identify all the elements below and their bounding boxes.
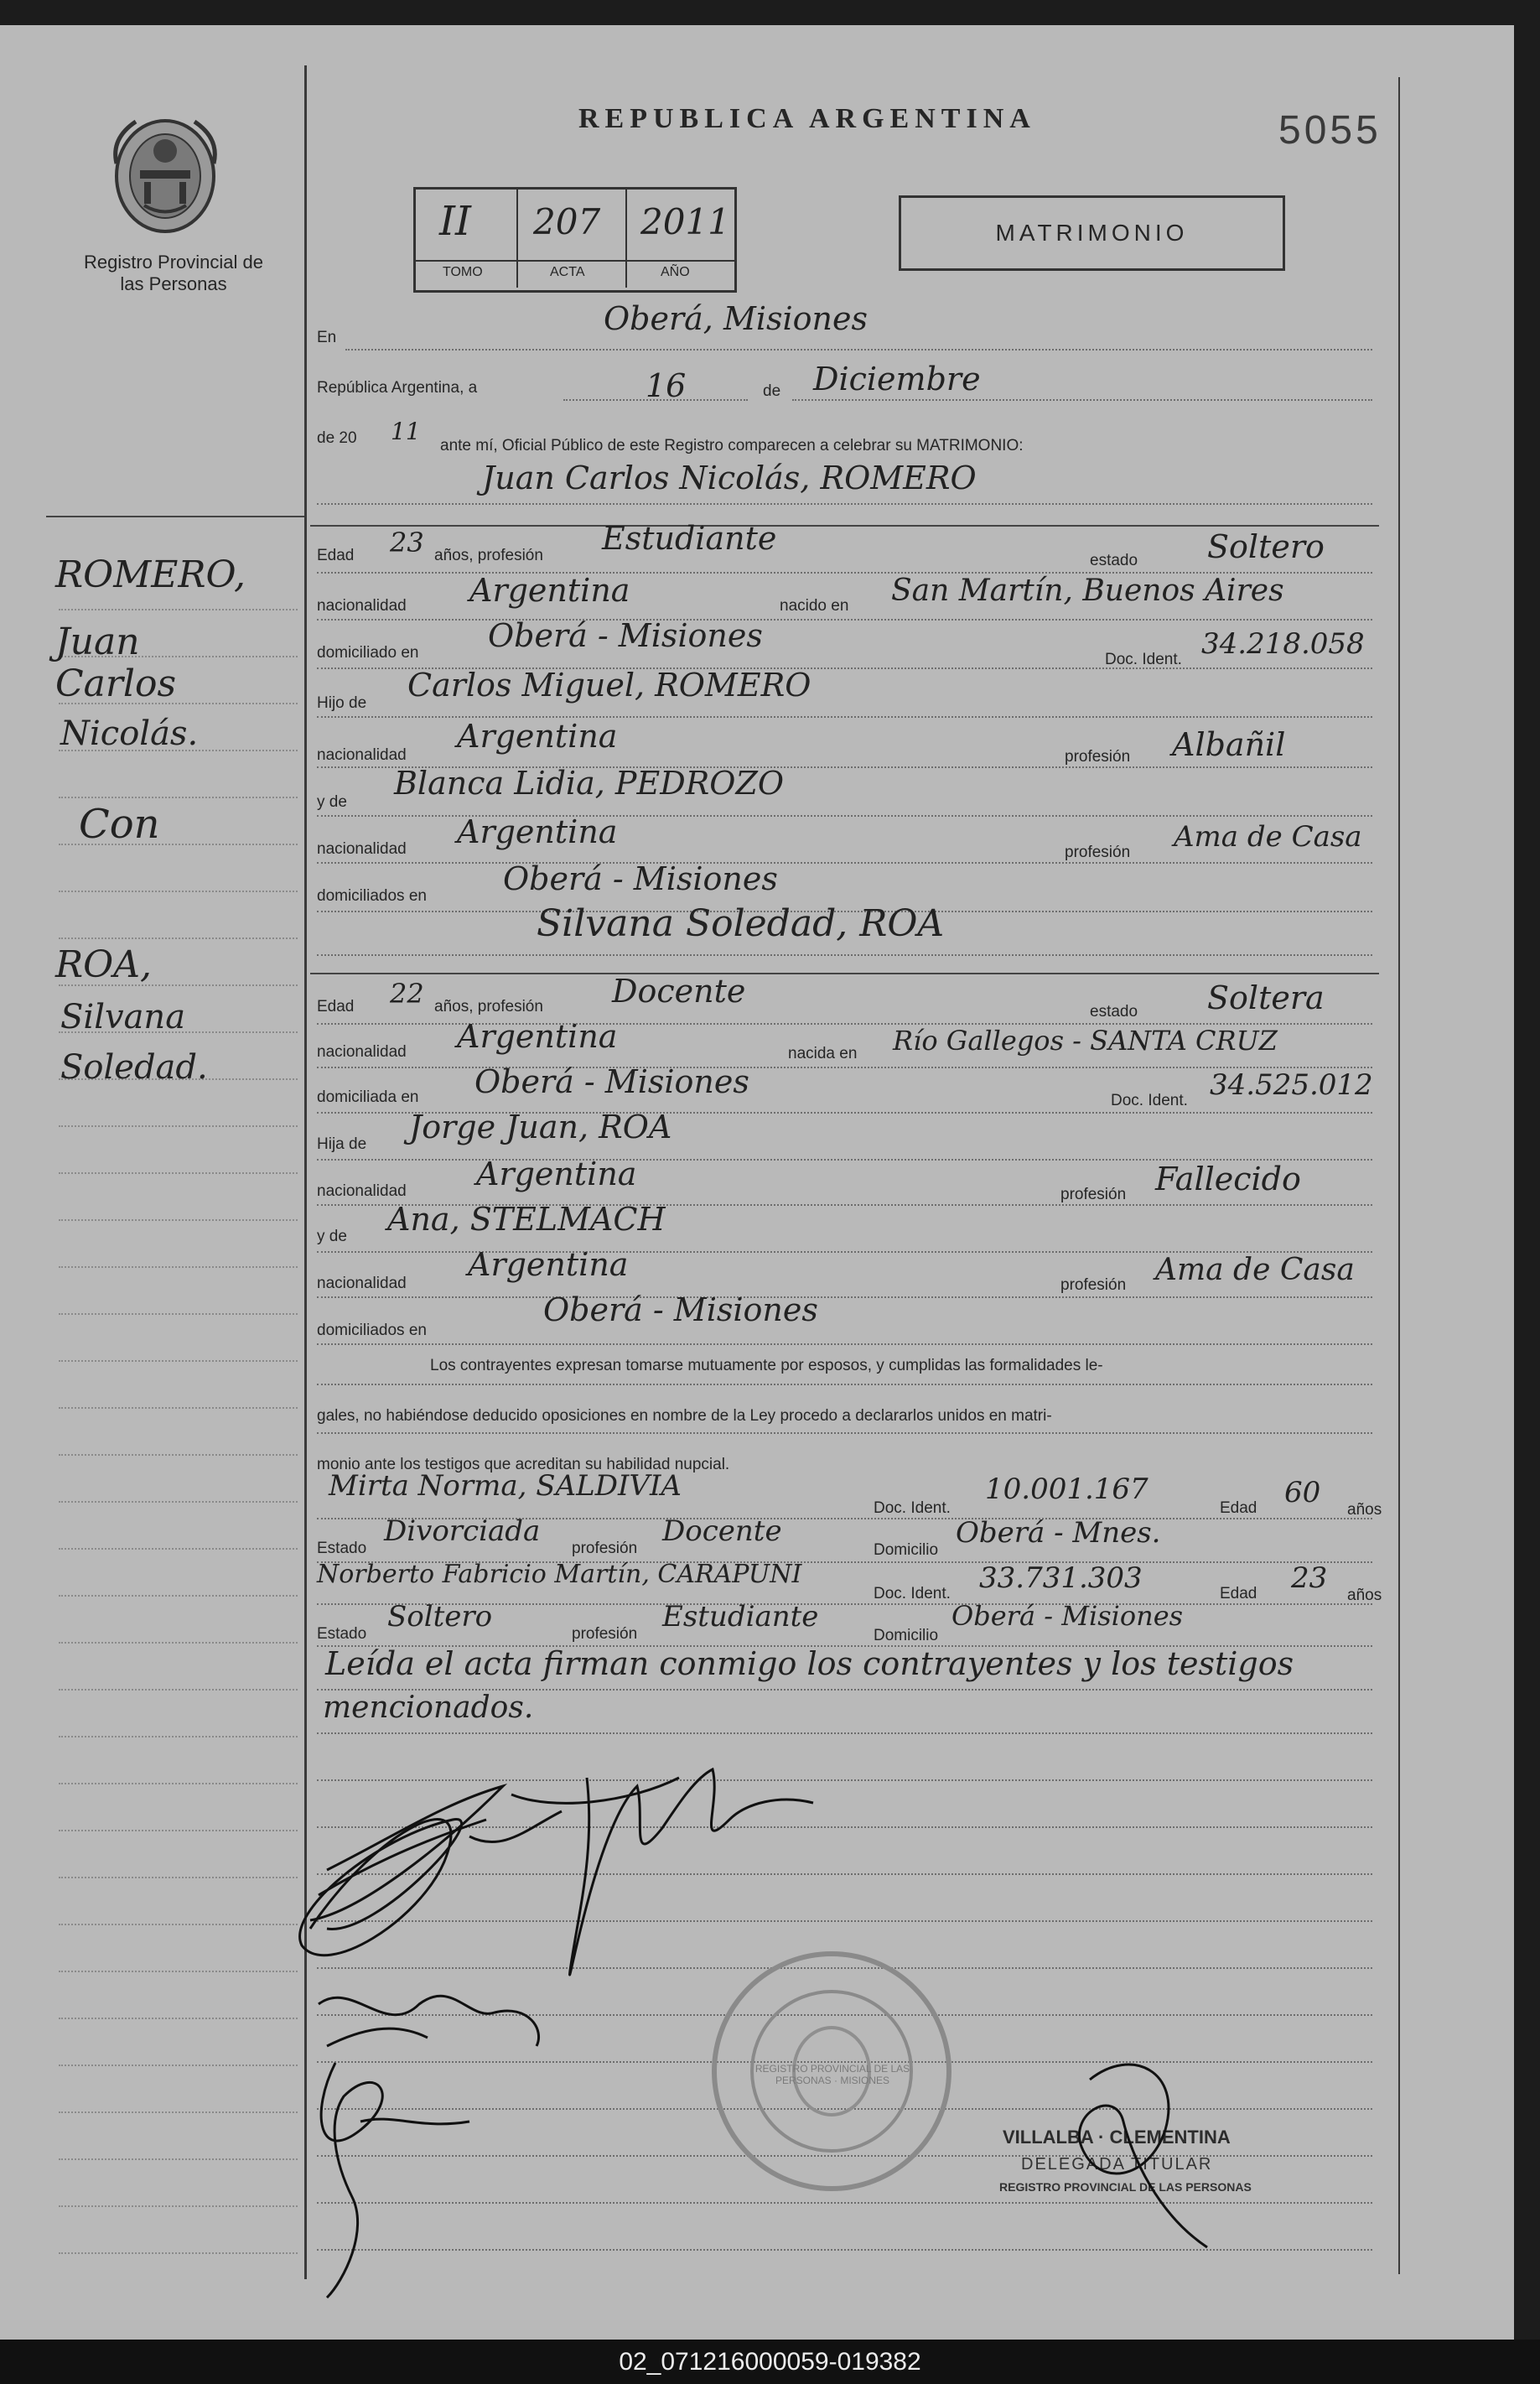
witness-2-doc-label: Doc. Ident.	[874, 1585, 951, 1602]
tomo-acta-ano-box	[413, 187, 737, 293]
groom-nationality-label: nacionalidad	[317, 597, 407, 615]
stamp-text: REGISTRO PROVINCIAL DE LAS PERSONAS · MISIONES	[754, 2063, 910, 2086]
witness-1-estado: Divorciada	[384, 1514, 541, 1548]
witness-1-profession: Docente	[662, 1514, 782, 1548]
groom-mother-nationality-label: nacionalidad	[317, 840, 407, 858]
groom-born-label: nacido en	[780, 597, 849, 615]
closing-note-line-2: mencionados.	[323, 1691, 534, 1725]
groom-edad-label: Edad	[317, 547, 355, 564]
marriage-day: 16	[646, 367, 687, 404]
groom-doc-label: Doc. Ident.	[1105, 651, 1182, 668]
bride-estado: Soltera	[1207, 979, 1325, 1016]
bride-nationality-label: nacionalidad	[317, 1043, 407, 1061]
witness-1-name: Mirta Norma, SALDIVIA	[329, 1469, 682, 1503]
act-number: 5055	[1278, 108, 1382, 153]
en-label: En	[317, 329, 337, 346]
ano-value: 2011	[640, 201, 730, 242]
bride-mother-profession-label: profesión	[1060, 1276, 1127, 1294]
margin-groom-line-3: Carlos	[55, 662, 177, 705]
de-label: de	[763, 382, 781, 400]
bride-domicile-label: domiciliada en	[317, 1088, 419, 1106]
act-type: MATRIMONIO	[995, 220, 1189, 246]
declaration-line-1: Los contrayentes expresan tomarse mutuamente por esposos, y cumplidas las formalidades le-	[430, 1357, 1103, 1374]
bride-birthplace: Río Gallegos - SANTA CRUZ	[893, 1025, 1278, 1057]
witness-2-profession-label: profesión	[572, 1625, 638, 1643]
groom-mother-profession: Ama de Casa	[1174, 820, 1362, 854]
groom-father-label: Hijo de	[317, 694, 367, 712]
official-name: VILLALBA · CLEMENTINA	[1003, 2127, 1231, 2148]
bride-born-label: nacida en	[788, 1045, 858, 1062]
margin-con: Con	[79, 801, 160, 848]
right-border-line	[1398, 77, 1400, 2274]
declaration-line-3: monio ante los testigos que acreditan su habilidad nupcial.	[317, 1456, 730, 1473]
groom-full-name: Juan Carlos Nicolás, ROMERO	[482, 460, 977, 496]
groom-mother: Blanca Lidia, PEDROZO	[394, 765, 784, 802]
official-office: REGISTRO PROVINCIAL DE LAS PERSONAS	[999, 2180, 1252, 2194]
bride-doc-label: Doc. Ident.	[1111, 1092, 1188, 1109]
marriage-place: Oberá, Misiones	[604, 300, 869, 337]
act-type-box	[899, 195, 1285, 271]
groom-father-nationality: Argentina	[457, 718, 618, 755]
bride-parents-domicile-label: domiciliados en	[317, 1322, 427, 1339]
year-postfix-label: ante mí, Oficial Público de este Registro comparecen a celebrar su MATRIMONIO:	[440, 437, 1024, 454]
bride-domicile: Oberá - Misiones	[474, 1063, 749, 1100]
groom-father: Carlos Miguel, ROMERO	[407, 667, 811, 704]
witness-1-doc: 10.001.167	[985, 1472, 1149, 1506]
groom-domicile: Oberá - Misiones	[488, 617, 763, 654]
witness-2-doc: 33.731.303	[979, 1561, 1143, 1595]
official-title: DELEGADA TITULAR	[1021, 2155, 1213, 2174]
bride-age: 22	[390, 978, 424, 1010]
marriage-year-suffix: 11	[391, 418, 421, 445]
witness-1-age: 60	[1284, 1476, 1321, 1509]
provincial-seal-logo	[102, 105, 228, 239]
year-prefix-label: de 20	[317, 429, 357, 447]
groom-mother-label: y de	[317, 793, 347, 811]
groom-doc: 34.218.058	[1201, 627, 1365, 661]
witness-1-anos-label: años	[1347, 1501, 1382, 1519]
margin-bride-line-2: Silvana	[60, 998, 186, 1036]
groom-father-profession-label: profesión	[1065, 748, 1131, 766]
declaration-line-2: gales, no habiéndose deducido oposiciones en nombre de la Ley procedo a declararlos unidos en matri-	[317, 1407, 1052, 1425]
bride-father-profession-label: profesión	[1060, 1186, 1127, 1203]
bride-mother-nationality-label: nacionalidad	[317, 1275, 407, 1292]
tomo-value: II	[439, 198, 471, 245]
groom-father-nationality-label: nacionalidad	[317, 746, 407, 764]
groom-domicile-label: domiciliado en	[317, 644, 419, 662]
groom-age: 23	[390, 527, 424, 558]
witness-2-name: Norberto Fabricio Martín, CARAPUNI	[317, 1560, 802, 1589]
groom-parents-domicile-label: domiciliados en	[317, 887, 427, 905]
bride-father-label: Hija de	[317, 1135, 367, 1153]
official-signature	[989, 2046, 1241, 2256]
margin-groom-line-4: Nicolás.	[60, 714, 199, 753]
groom-mother-profession-label: profesión	[1065, 844, 1131, 861]
bride-profession: Docente	[612, 973, 746, 1010]
image-id-label: 02_071216000059-019382	[619, 2348, 921, 2376]
bride-father-profession: Fallecido	[1155, 1161, 1301, 1197]
acta-label: ACTA	[550, 265, 585, 279]
witness-2-estado-label: Estado	[317, 1625, 367, 1643]
witness-2-domicile: Oberá - Misiones	[951, 1600, 1184, 1632]
witness-1-estado-label: Estado	[317, 1540, 367, 1557]
witness-1-doc-label: Doc. Ident.	[874, 1499, 951, 1517]
groom-profession: Estudiante	[602, 520, 777, 557]
bride-mother-profession: Ama de Casa	[1155, 1253, 1355, 1287]
witness-1-domicile: Oberá - Mnes.	[956, 1516, 1161, 1550]
bride-estado-label: estado	[1090, 1003, 1138, 1021]
margin-bride-line-3: Soledad.	[60, 1048, 208, 1087]
witness-2-anos-label: años	[1347, 1587, 1382, 1604]
country-title: REPUBLICA ARGENTINA	[578, 103, 1036, 134]
witness-1-domicile-label: Domicilio	[874, 1541, 939, 1559]
groom-mother-nationality: Argentina	[457, 813, 618, 850]
bride-parents-domicile: Oberá - Misiones	[543, 1291, 818, 1328]
acta-value: 207	[533, 201, 601, 242]
bride-father-nationality-label: nacionalidad	[317, 1182, 407, 1200]
bride-mother-nationality: Argentina	[468, 1246, 629, 1283]
groom-estado-label: estado	[1090, 552, 1138, 569]
witness-2-estado: Soltero	[387, 1600, 493, 1633]
bride-anos-profesion-label: años, profesión	[434, 998, 543, 1015]
registry-name: Registro Provincial de las Personas	[84, 252, 263, 294]
bride-mother-label: y de	[317, 1228, 347, 1245]
witness-2-profession: Estudiante	[662, 1600, 819, 1633]
groom-estado: Soltero	[1207, 528, 1325, 565]
margin-groom-line-1: ROMERO,	[55, 553, 246, 596]
bride-edad-label: Edad	[317, 998, 355, 1015]
margin-groom-line-2: Juan	[55, 621, 140, 663]
groom-anos-profesion-label: años, profesión	[434, 547, 543, 564]
bride-mother: Ana, STELMACH	[387, 1201, 666, 1238]
margin-bride-line-1: ROA,	[55, 943, 152, 986]
bride-father: Jorge Juan, ROA	[409, 1109, 672, 1145]
bride-doc: 34.525.012	[1210, 1068, 1373, 1102]
groom-parents-domicile: Oberá - Misiones	[503, 860, 778, 897]
witness-2-domicile-label: Domicilio	[874, 1627, 939, 1644]
groom-birthplace: San Martín, Buenos Aires	[891, 574, 1284, 608]
bride-full-name: Silvana Soledad, ROA	[537, 902, 945, 945]
ano-label: AÑO	[661, 265, 690, 279]
closing-note-line-1: Leída el acta firman conmigo los contrayentes y los testigos	[325, 1645, 1294, 1682]
witness-1-profession-label: profesión	[572, 1540, 638, 1557]
bride-father-nationality: Argentina	[476, 1156, 637, 1192]
groom-father-profession: Albañil	[1172, 726, 1286, 763]
witness-1-edad-label: Edad	[1220, 1499, 1257, 1517]
tomo-label: TOMO	[443, 265, 483, 279]
republic-label: República Argentina, a	[317, 379, 478, 397]
witness-2-age: 23	[1291, 1561, 1328, 1595]
bride-nationality: Argentina	[457, 1018, 618, 1055]
witness-2-edad-label: Edad	[1220, 1585, 1257, 1602]
groom-nationality: Argentina	[469, 572, 630, 609]
marriage-month: Diciembre	[813, 361, 981, 397]
